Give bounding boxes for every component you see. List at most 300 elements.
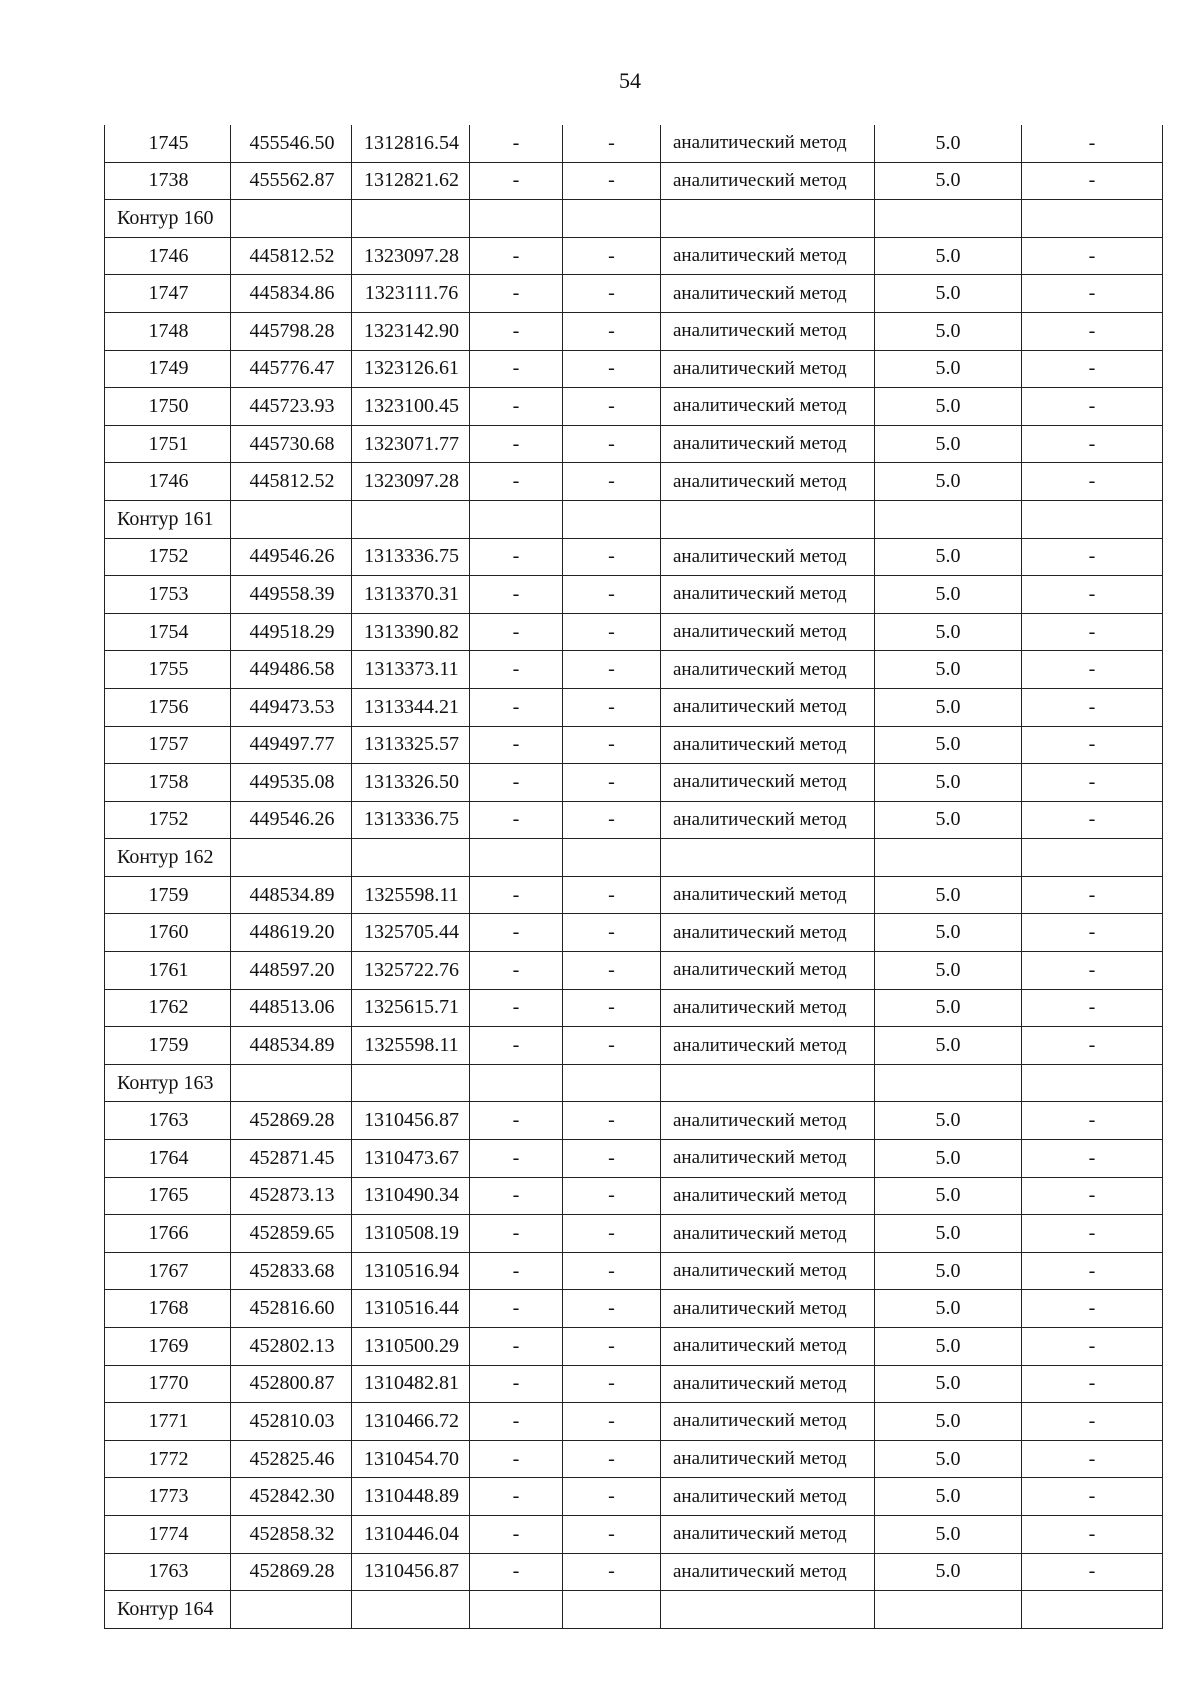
dash-cell: - (470, 1553, 563, 1591)
dash-cell: - (470, 764, 563, 802)
accuracy-cell: 5.0 (875, 726, 1022, 764)
point-number-cell: 1758 (105, 764, 231, 802)
empty-cell (661, 200, 875, 238)
y-coordinate-cell: 1323100.45 (352, 388, 470, 426)
accuracy-cell: 5.0 (875, 613, 1022, 651)
empty-cell (875, 200, 1022, 238)
method-cell: аналитический метод (661, 275, 875, 313)
method-cell: аналитический метод (661, 1365, 875, 1403)
point-number-cell: 1763 (105, 1553, 231, 1591)
dash-cell: - (563, 1252, 661, 1290)
point-number-cell: 1749 (105, 350, 231, 388)
method-cell: аналитический метод (661, 1515, 875, 1553)
empty-cell (875, 1064, 1022, 1102)
table-row (105, 1140, 1163, 1178)
table-row (105, 388, 1163, 426)
x-coordinate-cell: 452800.87 (231, 1365, 352, 1403)
method-cell: аналитический метод (661, 1140, 875, 1178)
x-coordinate-cell: 449546.26 (231, 801, 352, 839)
accuracy-cell: 5.0 (875, 538, 1022, 576)
x-coordinate-cell: 449497.77 (231, 726, 352, 764)
y-coordinate-cell: 1310446.04 (352, 1515, 470, 1553)
x-coordinate-cell: 449558.39 (231, 576, 352, 614)
dash-cell: - (563, 1328, 661, 1366)
dash-cell: - (1022, 125, 1163, 162)
dash-cell: - (563, 463, 661, 501)
dash-cell: - (470, 125, 563, 162)
table-row (105, 1177, 1163, 1215)
x-coordinate-cell: 452858.32 (231, 1515, 352, 1553)
y-coordinate-cell: 1310516.94 (352, 1252, 470, 1290)
y-coordinate-cell: 1325722.76 (352, 952, 470, 990)
accuracy-cell: 5.0 (875, 576, 1022, 614)
dash-cell: - (1022, 876, 1163, 914)
empty-cell (875, 1591, 1022, 1629)
y-coordinate-cell: 1310466.72 (352, 1403, 470, 1441)
method-cell: аналитический метод (661, 952, 875, 990)
table-row (105, 613, 1163, 651)
table-row (105, 1478, 1163, 1516)
method-cell: аналитический метод (661, 613, 875, 651)
method-cell: аналитический метод (661, 350, 875, 388)
y-coordinate-cell: 1323126.61 (352, 350, 470, 388)
method-cell: аналитический метод (661, 989, 875, 1027)
x-coordinate-cell: 448619.20 (231, 914, 352, 952)
dash-cell: - (1022, 162, 1163, 200)
accuracy-cell: 5.0 (875, 1140, 1022, 1178)
method-cell: аналитический метод (661, 1403, 875, 1441)
x-coordinate-cell: 452859.65 (231, 1215, 352, 1253)
x-coordinate-cell: 452842.30 (231, 1478, 352, 1516)
method-cell: аналитический метод (661, 388, 875, 426)
method-cell: аналитический метод (661, 1215, 875, 1253)
point-number-cell: 1760 (105, 914, 231, 952)
method-cell: аналитический метод (661, 463, 875, 501)
empty-cell (563, 500, 661, 538)
method-cell: аналитический метод (661, 312, 875, 350)
method-cell: аналитический метод (661, 1177, 875, 1215)
dash-cell: - (1022, 1403, 1163, 1441)
empty-cell (661, 1064, 875, 1102)
table-row (105, 576, 1163, 614)
dash-cell: - (563, 801, 661, 839)
dash-cell: - (563, 1215, 661, 1253)
empty-cell (352, 500, 470, 538)
x-coordinate-cell: 448597.20 (231, 952, 352, 990)
empty-cell (1022, 1591, 1163, 1629)
accuracy-cell: 5.0 (875, 1252, 1022, 1290)
empty-cell (231, 1064, 352, 1102)
point-number-cell: 1774 (105, 1515, 231, 1553)
dash-cell: - (470, 914, 563, 952)
x-coordinate-cell: 445730.68 (231, 425, 352, 463)
empty-cell (875, 500, 1022, 538)
dash-cell: - (563, 1177, 661, 1215)
empty-cell (563, 200, 661, 238)
dash-cell: - (563, 1478, 661, 1516)
point-number-cell: 1772 (105, 1440, 231, 1478)
table-row (105, 1102, 1163, 1140)
method-cell: аналитический метод (661, 1440, 875, 1478)
point-number-cell: 1769 (105, 1328, 231, 1366)
empty-cell (563, 1591, 661, 1629)
dash-cell: - (470, 688, 563, 726)
point-number-cell: 1752 (105, 538, 231, 576)
empty-cell (352, 200, 470, 238)
x-coordinate-cell: 455546.50 (231, 125, 352, 162)
contour-label: Контур 161 (105, 500, 231, 538)
x-coordinate-cell: 452869.28 (231, 1102, 352, 1140)
dash-cell: - (1022, 1027, 1163, 1065)
empty-cell (352, 1591, 470, 1629)
accuracy-cell: 5.0 (875, 764, 1022, 802)
method-cell: аналитический метод (661, 914, 875, 952)
y-coordinate-cell: 1323097.28 (352, 237, 470, 275)
accuracy-cell: 5.0 (875, 1365, 1022, 1403)
dash-cell: - (470, 801, 563, 839)
y-coordinate-cell: 1325705.44 (352, 914, 470, 952)
table-row (105, 350, 1163, 388)
dash-cell: - (1022, 801, 1163, 839)
table-row (105, 125, 1163, 162)
point-number-cell: 1752 (105, 801, 231, 839)
method-cell: аналитический метод (661, 237, 875, 275)
x-coordinate-cell: 452871.45 (231, 1140, 352, 1178)
dash-cell: - (563, 576, 661, 614)
dash-cell: - (470, 538, 563, 576)
point-number-cell: 1757 (105, 726, 231, 764)
method-cell: аналитический метод (661, 688, 875, 726)
table-row (105, 162, 1163, 200)
y-coordinate-cell: 1313390.82 (352, 613, 470, 651)
dash-cell: - (1022, 388, 1163, 426)
point-number-cell: 1746 (105, 463, 231, 501)
y-coordinate-cell: 1313336.75 (352, 801, 470, 839)
dash-cell: - (563, 538, 661, 576)
dash-cell: - (1022, 764, 1163, 802)
empty-cell (231, 839, 352, 877)
y-coordinate-cell: 1310482.81 (352, 1365, 470, 1403)
y-coordinate-cell: 1313326.50 (352, 764, 470, 802)
dash-cell: - (470, 989, 563, 1027)
table-row (105, 237, 1163, 275)
x-coordinate-cell: 445798.28 (231, 312, 352, 350)
dash-cell: - (1022, 1440, 1163, 1478)
accuracy-cell: 5.0 (875, 1440, 1022, 1478)
x-coordinate-cell: 449546.26 (231, 538, 352, 576)
dash-cell: - (563, 1027, 661, 1065)
empty-cell (470, 500, 563, 538)
method-cell: аналитический метод (661, 1102, 875, 1140)
x-coordinate-cell: 452802.13 (231, 1328, 352, 1366)
dash-cell: - (563, 1553, 661, 1591)
method-cell: аналитический метод (661, 764, 875, 802)
dash-cell: - (563, 425, 661, 463)
dash-cell: - (470, 952, 563, 990)
dash-cell: - (1022, 613, 1163, 651)
table-row (105, 1215, 1163, 1253)
point-number-cell: 1753 (105, 576, 231, 614)
accuracy-cell: 5.0 (875, 388, 1022, 426)
dash-cell: - (470, 1403, 563, 1441)
dash-cell: - (1022, 538, 1163, 576)
dash-cell: - (470, 1290, 563, 1328)
dash-cell: - (1022, 1365, 1163, 1403)
dash-cell: - (563, 350, 661, 388)
method-cell: аналитический метод (661, 1252, 875, 1290)
dash-cell: - (563, 1365, 661, 1403)
dash-cell: - (470, 1140, 563, 1178)
dash-cell: - (1022, 350, 1163, 388)
point-number-cell: 1767 (105, 1252, 231, 1290)
dash-cell: - (1022, 989, 1163, 1027)
accuracy-cell: 5.0 (875, 237, 1022, 275)
y-coordinate-cell: 1325598.11 (352, 876, 470, 914)
point-number-cell: 1747 (105, 275, 231, 313)
accuracy-cell: 5.0 (875, 1478, 1022, 1516)
dash-cell: - (470, 1177, 563, 1215)
table-row (105, 726, 1163, 764)
accuracy-cell: 5.0 (875, 989, 1022, 1027)
accuracy-cell: 5.0 (875, 1177, 1022, 1215)
table-row (105, 1440, 1163, 1478)
table-row (105, 275, 1163, 313)
dash-cell: - (1022, 237, 1163, 275)
dash-cell: - (470, 651, 563, 689)
dash-cell: - (1022, 1252, 1163, 1290)
method-cell: аналитический метод (661, 876, 875, 914)
y-coordinate-cell: 1310448.89 (352, 1478, 470, 1516)
empty-cell (563, 839, 661, 877)
table-body (105, 125, 1163, 1628)
accuracy-cell: 5.0 (875, 651, 1022, 689)
point-number-cell: 1746 (105, 237, 231, 275)
dash-cell: - (1022, 1140, 1163, 1178)
dash-cell: - (563, 1440, 661, 1478)
method-cell: аналитический метод (661, 1027, 875, 1065)
y-coordinate-cell: 1323142.90 (352, 312, 470, 350)
dash-cell: - (563, 312, 661, 350)
method-cell: аналитический метод (661, 162, 875, 200)
method-cell: аналитический метод (661, 576, 875, 614)
table-row (105, 914, 1163, 952)
dash-cell: - (1022, 275, 1163, 313)
y-coordinate-cell: 1310500.29 (352, 1328, 470, 1366)
dash-cell: - (1022, 688, 1163, 726)
table-row (105, 312, 1163, 350)
accuracy-cell: 5.0 (875, 876, 1022, 914)
table-row (105, 538, 1163, 576)
accuracy-cell: 5.0 (875, 1328, 1022, 1366)
point-number-cell: 1762 (105, 989, 231, 1027)
dash-cell: - (470, 388, 563, 426)
dash-cell: - (563, 275, 661, 313)
accuracy-cell: 5.0 (875, 688, 1022, 726)
dash-cell: - (563, 1102, 661, 1140)
table-row (105, 463, 1163, 501)
dash-cell: - (470, 1252, 563, 1290)
method-cell: аналитический метод (661, 801, 875, 839)
dash-cell: - (563, 764, 661, 802)
point-number-cell: 1756 (105, 688, 231, 726)
table-row (105, 952, 1163, 990)
y-coordinate-cell: 1312816.54 (352, 125, 470, 162)
point-number-cell: 1773 (105, 1478, 231, 1516)
x-coordinate-cell: 452825.46 (231, 1440, 352, 1478)
method-cell: аналитический метод (661, 726, 875, 764)
dash-cell: - (470, 726, 563, 764)
dash-cell: - (1022, 1478, 1163, 1516)
dash-cell: - (1022, 1553, 1163, 1591)
empty-cell (231, 200, 352, 238)
table-row (105, 876, 1163, 914)
table-row (105, 1403, 1163, 1441)
x-coordinate-cell: 449486.58 (231, 651, 352, 689)
table-row (105, 1328, 1163, 1366)
accuracy-cell: 5.0 (875, 1403, 1022, 1441)
dash-cell: - (470, 1478, 563, 1516)
dash-cell: - (470, 613, 563, 651)
point-number-cell: 1763 (105, 1102, 231, 1140)
accuracy-cell: 5.0 (875, 350, 1022, 388)
empty-cell (231, 500, 352, 538)
dash-cell: - (1022, 1515, 1163, 1553)
dash-cell: - (563, 989, 661, 1027)
empty-cell (352, 839, 470, 877)
coordinates-table (104, 125, 1163, 1629)
y-coordinate-cell: 1323071.77 (352, 425, 470, 463)
point-number-cell: 1750 (105, 388, 231, 426)
empty-cell (875, 839, 1022, 877)
dash-cell: - (470, 275, 563, 313)
y-coordinate-cell: 1313344.21 (352, 688, 470, 726)
dash-cell: - (1022, 1102, 1163, 1140)
point-number-cell: 1738 (105, 162, 231, 200)
accuracy-cell: 5.0 (875, 1553, 1022, 1591)
method-cell: аналитический метод (661, 538, 875, 576)
empty-cell (352, 1064, 470, 1102)
empty-cell (231, 1591, 352, 1629)
y-coordinate-cell: 1325598.11 (352, 1027, 470, 1065)
table-row (105, 764, 1163, 802)
dash-cell: - (563, 388, 661, 426)
dash-cell: - (470, 576, 563, 614)
empty-cell (661, 839, 875, 877)
contour-header-row (105, 1591, 1163, 1629)
accuracy-cell: 5.0 (875, 1027, 1022, 1065)
dash-cell: - (563, 726, 661, 764)
dash-cell: - (1022, 463, 1163, 501)
table-row (105, 1252, 1163, 1290)
empty-cell (661, 500, 875, 538)
dash-cell: - (1022, 576, 1163, 614)
point-number-cell: 1748 (105, 312, 231, 350)
empty-cell (1022, 839, 1163, 877)
contour-label: Контур 162 (105, 839, 231, 877)
table-row (105, 1290, 1163, 1328)
x-coordinate-cell: 445723.93 (231, 388, 352, 426)
dash-cell: - (1022, 1177, 1163, 1215)
point-number-cell: 1751 (105, 425, 231, 463)
method-cell: аналитический метод (661, 1553, 875, 1591)
dash-cell: - (563, 688, 661, 726)
contour-header-row (105, 500, 1163, 538)
x-coordinate-cell: 448534.89 (231, 876, 352, 914)
empty-cell (470, 839, 563, 877)
dash-cell: - (563, 1403, 661, 1441)
dash-cell: - (1022, 952, 1163, 990)
point-number-cell: 1768 (105, 1290, 231, 1328)
x-coordinate-cell: 448534.89 (231, 1027, 352, 1065)
accuracy-cell: 5.0 (875, 801, 1022, 839)
table-row (105, 651, 1163, 689)
dash-cell: - (563, 952, 661, 990)
y-coordinate-cell: 1310456.87 (352, 1553, 470, 1591)
empty-cell (1022, 1064, 1163, 1102)
method-cell: аналитический метод (661, 1478, 875, 1516)
point-number-cell: 1755 (105, 651, 231, 689)
dash-cell: - (1022, 726, 1163, 764)
x-coordinate-cell: 445776.47 (231, 350, 352, 388)
dash-cell: - (1022, 651, 1163, 689)
dash-cell: - (470, 237, 563, 275)
dash-cell: - (470, 1102, 563, 1140)
point-number-cell: 1754 (105, 613, 231, 651)
contour-header-row (105, 839, 1163, 877)
dash-cell: - (470, 312, 563, 350)
contour-header-row (105, 1064, 1163, 1102)
point-number-cell: 1765 (105, 1177, 231, 1215)
accuracy-cell: 5.0 (875, 1515, 1022, 1553)
empty-cell (470, 1064, 563, 1102)
accuracy-cell: 5.0 (875, 162, 1022, 200)
contour-label: Контур 164 (105, 1591, 231, 1629)
accuracy-cell: 5.0 (875, 463, 1022, 501)
point-number-cell: 1766 (105, 1215, 231, 1253)
dash-cell: - (563, 125, 661, 162)
method-cell: аналитический метод (661, 125, 875, 162)
table-row (105, 1515, 1163, 1553)
y-coordinate-cell: 1313325.57 (352, 726, 470, 764)
dash-cell: - (470, 463, 563, 501)
table-row (105, 1365, 1163, 1403)
dash-cell: - (470, 425, 563, 463)
dash-cell: - (470, 1440, 563, 1478)
y-coordinate-cell: 1313370.31 (352, 576, 470, 614)
y-coordinate-cell: 1310456.87 (352, 1102, 470, 1140)
table-row (105, 1553, 1163, 1591)
dash-cell: - (563, 613, 661, 651)
table-row (105, 688, 1163, 726)
point-number-cell: 1759 (105, 1027, 231, 1065)
dash-cell: - (563, 914, 661, 952)
y-coordinate-cell: 1323097.28 (352, 463, 470, 501)
dash-cell: - (563, 1515, 661, 1553)
method-cell: аналитический метод (661, 425, 875, 463)
x-coordinate-cell: 445812.52 (231, 463, 352, 501)
x-coordinate-cell: 445834.86 (231, 275, 352, 313)
point-number-cell: 1761 (105, 952, 231, 990)
x-coordinate-cell: 452869.28 (231, 1553, 352, 1591)
dash-cell: - (1022, 1290, 1163, 1328)
x-coordinate-cell: 455562.87 (231, 162, 352, 200)
dash-cell: - (1022, 425, 1163, 463)
contour-header-row (105, 200, 1163, 238)
table-row (105, 801, 1163, 839)
dash-cell: - (563, 651, 661, 689)
dash-cell: - (470, 1027, 563, 1065)
method-cell: аналитический метод (661, 1328, 875, 1366)
